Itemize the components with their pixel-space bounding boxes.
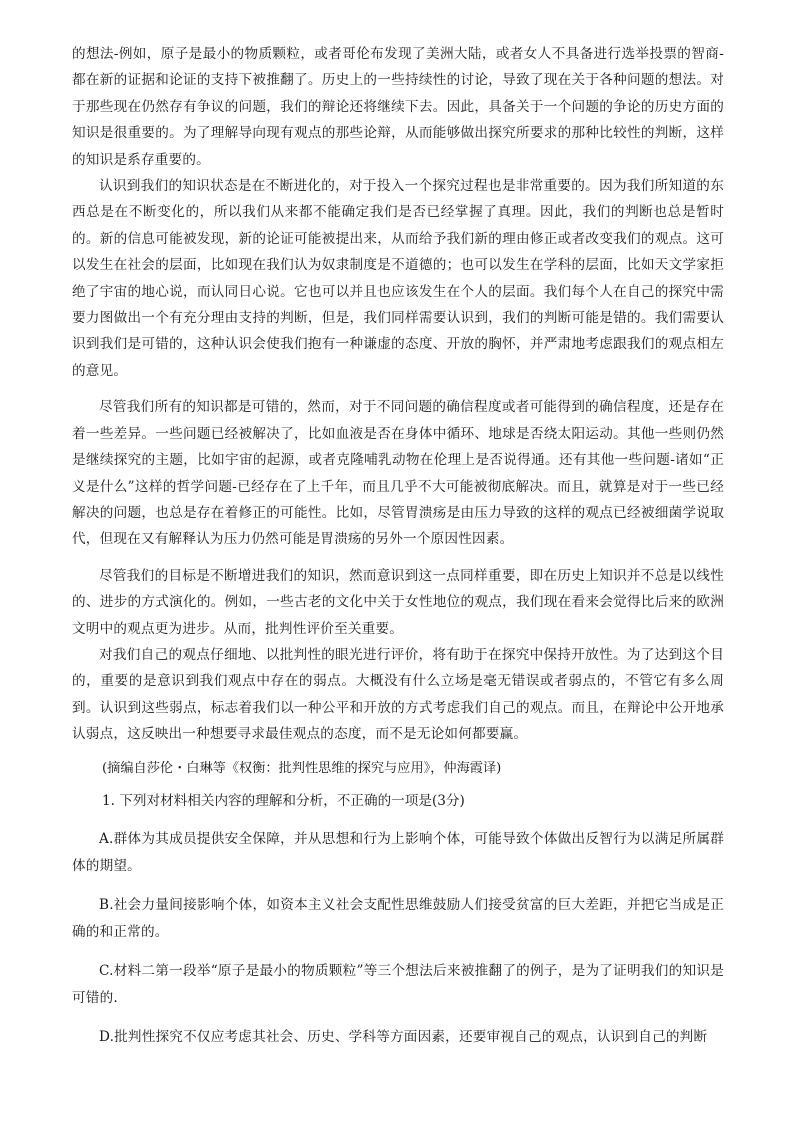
paragraph-continued: 的想法-例如，原子是最小的物质颗粒，或者哥伦布发现了美洲大陆，或者女人不具备进行选举投票的智商-都在新的证据和论证的支持下被推翻了。历史上的一些持续性的讨论，导致了现在关于各种问题的想法。对于那些现在仍然存有争议的问题，我们的辩论还将继续下去。因此，具备关于一个问题的争论的历史方面的知识是很重要的。为了理解导向现有观点的那些论辩，从而能够做出探究所要求的那种比较性的判断，这样的知识是系存重要的。 xyxy=(72,46,724,168)
paragraph-nonlinear-history: 尽管我们的目标是不断增进我们的知识，然而意识到这一点同样重要，即在历史上知识并不总是以线性的、进步的方式演化的。例如，一些古老的文化中关于女性地位的观点，我们现在看来会觉得比后来的欧洲文明中的观点更为进步。从而，批判性评价至关重要。 xyxy=(72,567,724,637)
source-citation: (摘编自莎伦・白琳等《权衡：批判性思维的探究与应用》，仲海霞译) xyxy=(102,760,502,776)
paragraph-knowledge-evolves: 认识到我们的知识状态是在不断进化的，对于投入一个探究过程也是非常重要的。因为我们所知道的东西总是在不断变化的，所以我们从来都不能确定我们是否已经掌握了真理。因此，我们的判断也总是暂时的。新的信息可能被发现，新的论证可能被提出来，从而给予我们新的理由修正或者改变我们的观点。这可以发生在社会的层面，比如现在我们认为奴隶制度是不道德的；也可以发生在学科的层面，比如天文学家拒绝了宇宙的地心说，而认同日心说。它也可以并且也应该发生在个人的层面。我们每个人在自己的探究中需要力图做出一个有充分理由支持的判断，但是，我们同样需要认识到，我们的判断可能是错的。我们需要认识到我们是可错的，这种认识会使我们抱有一种谦虚的态度、开放的胸怀，并严肃地考虑跟我们的观点相左的意见。 xyxy=(72,178,724,379)
option-c: C.材料二第一段举“原子是最小的物质颗粒”等三个想法后来被推翻了的例子，是为了证明我们的知识是可错的. xyxy=(72,962,724,1006)
option-d: D.批判性探究不仅应考虑其社会、历史、学科等方面因素，还要审视自己的观点，认识到自己的判断 xyxy=(99,1028,708,1045)
option-a: A.群体为其成员提供安全保障，并从思想和行为上影响个体，可能导致个体做出反智行为以满足所属群体的期望。 xyxy=(72,830,724,874)
document-page xyxy=(72,41,724,1051)
paragraph-fallible-knowledge: 尽管我们所有的知识都是可错的，然而，对于不同问题的确信程度或者可能得到的确信程度，还是存在着一些差异。一些问题已经被解决了，比如血液是否在身体中循环、地球是否绕太阳运动。其他一些则仍然是继续探究的主题，比如宇宙的起源，或者克隆哺乳动物在伦理上是否说得通。还有其他一些问题-诸如“正义是什么”这样的哲学问题-已经存在了上千年，而且几乎不大可能被彻底解决。而且，就算是对于一些已经解决的问题，也总是存在着修正的可能性。比如，尽管胃溃疡是由压力导致的这样的观点已经被细菌学说取代，但现在又有解释认为压力仍然可能是胃溃疡的另外一个原因性因素。 xyxy=(72,399,724,548)
question-stem: 1. 下列对材料相关内容的理解和分析，不正确的一项是(3分) xyxy=(102,792,465,809)
paragraph-critical-evaluation: 对我们自己的观点仔细地、以批判性的眼光进行评价，将有助于在探究中保持开放性。为了达到这个目的，重要的是意识到我们观点中存在的弱点。大概没有什么立场是毫无错误或者弱点的，不管它有多么周到。认识到这些弱点，标志着我们以一种公平和开放的方式考虑我们自己的观点。而且，在辩论中公开地承认弱点，这反映出一种想要寻求最佳观点的态度，而不是无论如何都要赢。 xyxy=(72,646,724,743)
option-b: B.社会力量间接影响个体，如资本主义社会支配性思维鼓励人们接受贫富的巨大差距，并把它当成是正确的和正常的。 xyxy=(72,896,724,940)
